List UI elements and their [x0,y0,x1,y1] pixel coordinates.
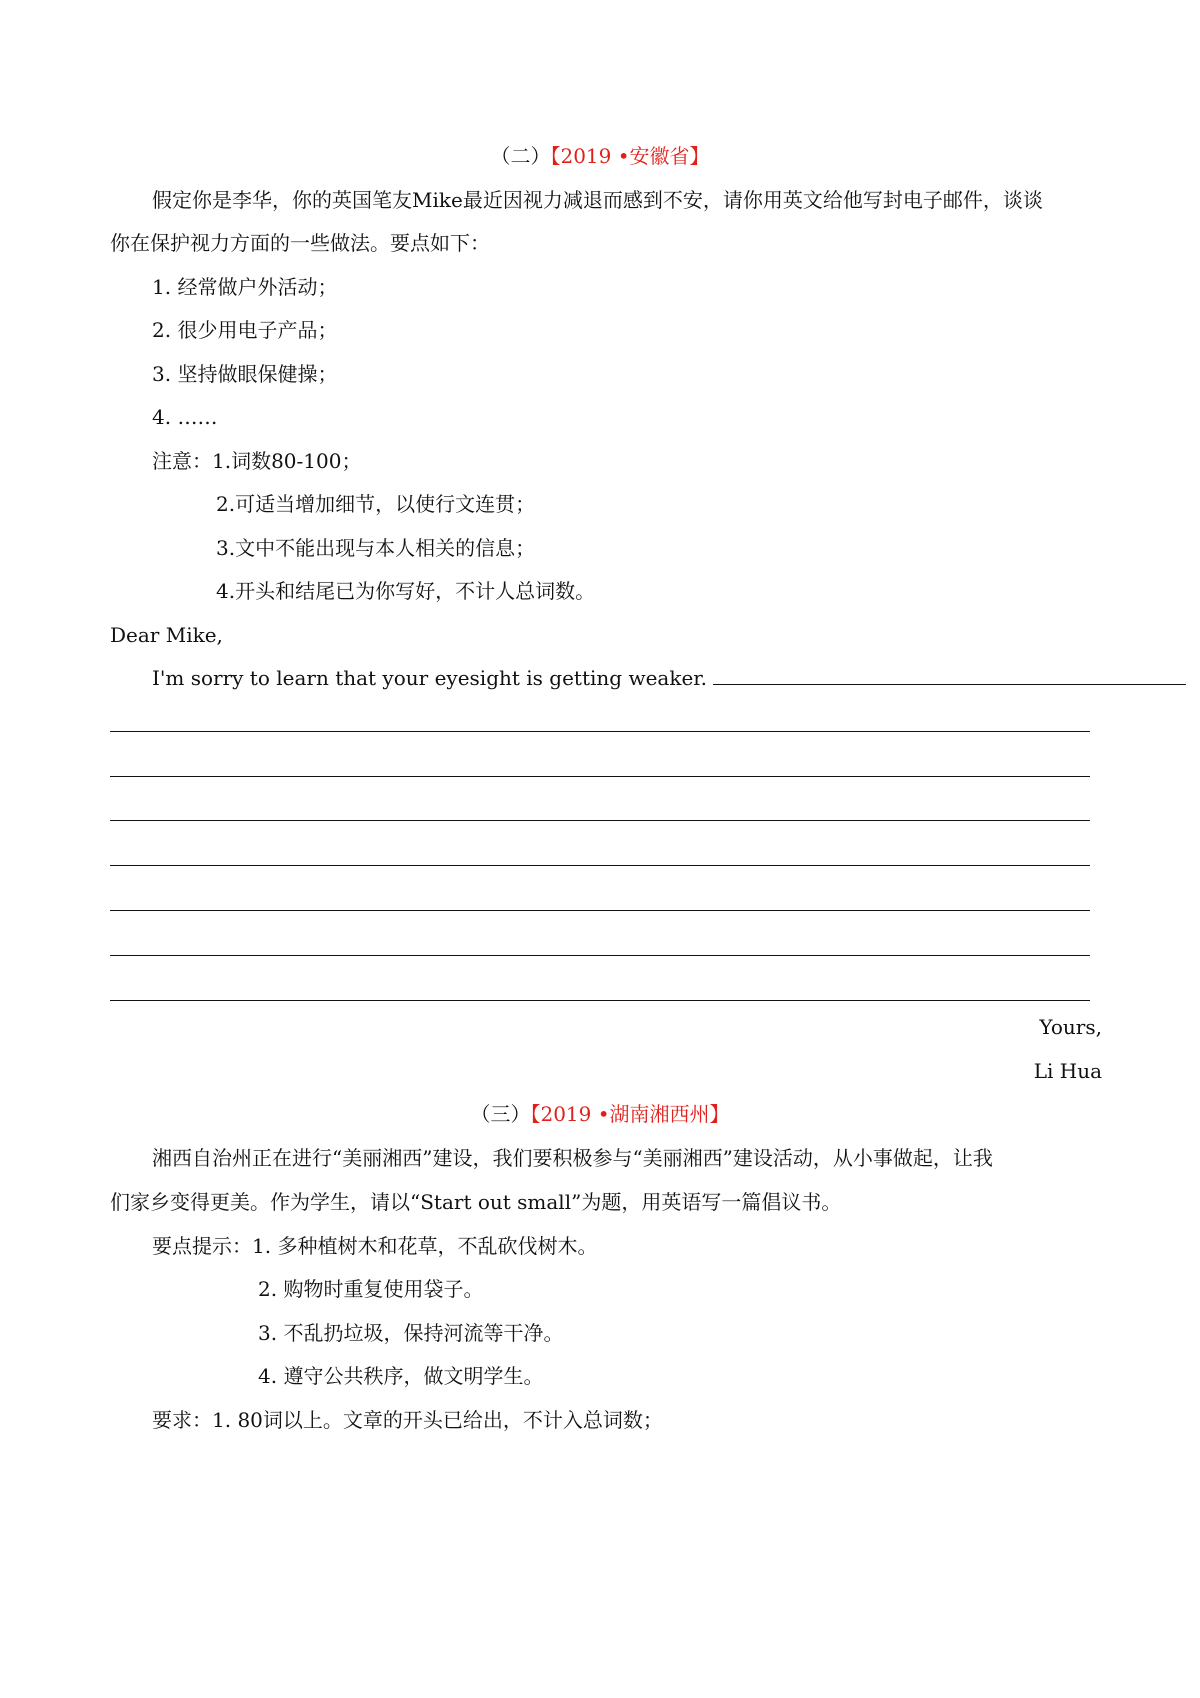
letter-signature: Li Hua [1033,1059,1102,1083]
section-2-prompt-line-1: 假定你是李华，你的英国笔友Mike最近因视力减退而感到不安，请你用英文给他写封电子邮件，谈谈 [152,188,1043,212]
answer-line-1[interactable] [110,731,1090,732]
section-2-point-4: 4. …… [152,405,218,429]
section-2-number: （二） [490,144,551,168]
section-3-source: 【2019 •湖南湘西州】 [530,1102,730,1126]
section-3-requirement: 要求：1. 80词以上。文章的开头已给出，不计入总词数； [152,1408,663,1432]
letter-closing: Yours, [1039,1015,1102,1039]
section-2-point-1: 1. 经常做户外活动； [152,275,338,299]
section-3-hint-1: 要点提示：1. 多种植树木和花草，不乱砍伐树木。 [152,1234,598,1258]
answer-blank-first-line[interactable] [713,664,1186,685]
answer-line-5[interactable] [110,910,1090,911]
section-3-hint-2: 2. 购物时重复使用袋子。 [258,1277,484,1301]
section-3-number: （三） [470,1102,531,1126]
section-2-note-3: 3.文中不能出现与本人相关的信息； [216,536,536,560]
letter-opening-line [152,664,1186,692]
section-3-heading [0,1100,1200,1128]
answer-line-6[interactable] [110,955,1090,956]
letter-salutation: Dear Mike, [110,623,223,647]
section-2-point-2: 2. 很少用电子产品； [152,318,338,342]
answer-line-2[interactable] [110,776,1090,777]
section-3-prompt-line-2: 们家乡变得更美。作为学生，请以“Start out small”为题，用英语写一篇倡议书。 [110,1190,842,1214]
section-3-hint-4: 4. 遵守公共秩序，做文明学生。 [258,1364,544,1388]
answer-line-4[interactable] [110,865,1090,866]
section-3-prompt-line-1: 湘西自治州正在进行“美丽湘西”建设，我们要积极参与“美丽湘西”建设活动，从小事做起，让我 [152,1146,993,1170]
section-3-hint-3: 3. 不乱扔垃圾，保持河流等干净。 [258,1321,564,1345]
section-2-note-2: 2.可适当增加细节，以使行文连贯； [216,492,536,516]
section-2-note-1: 注意：1.词数80-100； [152,449,362,473]
section-2-heading [0,142,1200,170]
section-2-note-4: 4.开头和结尾已为你写好，不计人总词数。 [216,579,596,603]
section-2-source: 【2019 •安徽省】 [550,144,710,168]
section-2-point-3: 3. 坚持做眼保健操； [152,362,338,386]
answer-line-3[interactable] [110,820,1090,821]
answer-line-7[interactable] [110,1000,1090,1001]
letter-opening-sentence: I'm sorry to learn that your eyesight is getting weaker. [152,666,707,690]
section-2-prompt-line-2: 你在保护视力方面的一些做法。要点如下： [110,231,490,255]
